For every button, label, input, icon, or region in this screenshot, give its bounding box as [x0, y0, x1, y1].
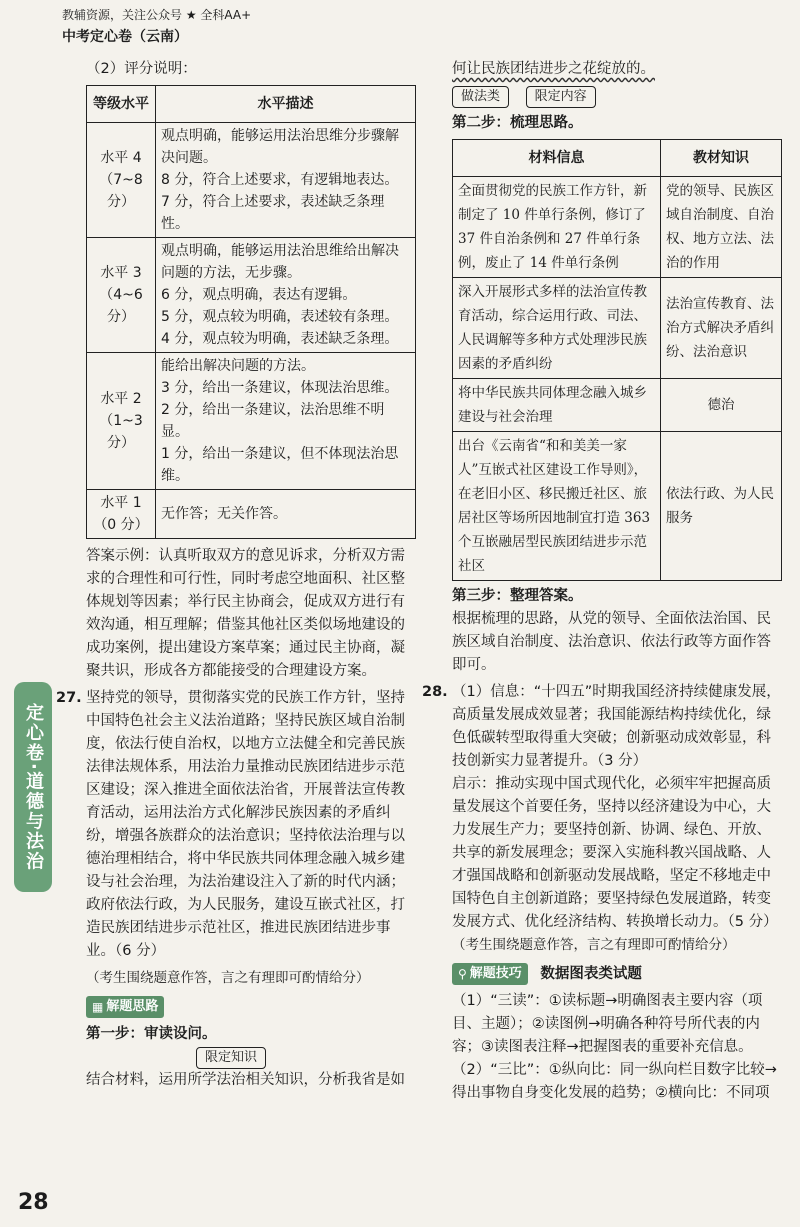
description-line: 观点明确，能够运用法治思维分步骤解决问题。: [161, 128, 399, 166]
question-27-answer: 坚持党的领导，贯彻落实党的民族工作方针，坚持中国特色社会主义法治道路；坚持民族区域自治制度，依法行使自治权，以地方立法健全和完善民族法律法规体系，用法治力量推动民族团结进步示范区建设；深入推进全面依法治省，开展普法宣传教育活动，运用法治方式化解涉民族因素的矛盾纠纷，增强各族群众的法治意识；坚持依法治理与以德治理相结合，将中华民族共同体理念融入城乡建设与社会治理，为法治建设注入了新的时代内涵；政府依法行政，为人民服务，建设互嵌式社区，打造民族团结进步示范社区，推进民族团结进步事业。（6 分）: [86, 690, 405, 959]
material-info-cell: 深入开展形式多样的法治宣传教育活动，综合运用行政、司法、人民调解等多种方式处理涉民族因素的矛盾纠纷: [453, 278, 661, 379]
level-cell: 水平 4 （7~8 分）: [87, 123, 156, 238]
skill-badge: [452, 963, 528, 985]
level-cell: 水平 1 （0 分）: [87, 490, 156, 539]
question-28: [422, 681, 782, 934]
continued-text: 何让民族团结进步之花绽放的。: [452, 61, 655, 77]
step-3-title: 第三步：整理答案。: [452, 588, 583, 604]
table-header-row: [87, 86, 416, 123]
grading-note: （考生围绕题意作答，言之有理即可酌情给分）: [86, 970, 370, 986]
material-table: [452, 139, 782, 581]
description-line: 能给出解决问题的方法。: [161, 358, 315, 374]
right-column: [422, 58, 782, 1105]
material-info-cell: 将中华民族共同体理念融入城乡建设与社会治理: [453, 379, 661, 432]
description-line: 观点明确，能够运用法治思维给出解决问题的方法，无步骤。: [161, 243, 399, 281]
level-cell: 水平 2 （1~3 分）: [87, 353, 156, 490]
scoring-table-body: [87, 123, 416, 539]
step-1-title: 第一步：审读设问。: [86, 1026, 217, 1042]
skill-title: 数据图表类试题: [540, 966, 642, 982]
textbook-knowledge-cell: 法治宣传教育、法治方式解决矛盾纠纷、法治意识: [661, 278, 782, 379]
table-header: 材料信息: [453, 140, 661, 177]
table-row: [453, 177, 782, 278]
table-row: [87, 353, 416, 490]
textbook-knowledge-cell: 依法行政、为人民服务: [661, 432, 782, 581]
knowledge-tag-row: [86, 1046, 416, 1069]
step-3-text: 根据梳理的思路，从党的领导、全面依法治国、民族区域自治制度、法治意识、依法行政等方面作答即可。: [452, 611, 771, 673]
table-row: [453, 432, 782, 581]
description-line: 2 分，给出一条建议，法治思维不明显。: [161, 402, 385, 440]
level-cell: 水平 3 （4~6 分）: [87, 238, 156, 353]
textbook-knowledge-cell: 德治: [661, 379, 782, 432]
description-line: 7 分，符合上述要求，表述缺乏条理性。: [161, 194, 385, 232]
skill-badge-label: 解题技巧: [469, 966, 522, 981]
description-cell: [156, 123, 416, 238]
solution-badge: [86, 996, 164, 1018]
description-cell: [156, 490, 416, 539]
step-2-title: 第二步：梳理思路。: [452, 115, 583, 131]
description-line: 4 分，观点较为明确，表述缺乏条理。: [161, 331, 399, 347]
question-number: 27.: [56, 690, 82, 706]
table-row: [87, 238, 416, 353]
method-tag: 做法类: [452, 86, 509, 108]
skill-point-2: （2）“三比”：①纵向比：同一纵向栏目数字比较→得出事物自身变化发展的趋势；②横向比：不同项: [452, 1062, 777, 1101]
description-line: 8 分，符合上述要求，有逻辑地表达。: [161, 172, 399, 188]
step-1-text: 结合材料，运用所学法治相关知识，分析我省是如: [86, 1072, 405, 1088]
knowledge-tag: 限定知识: [196, 1047, 266, 1069]
question-number: 28.: [422, 684, 448, 700]
material-info-cell: 出台《云南省“和和美美一家人”互嵌式社区建设工作导则》，在老旧小区、移民搬迁社区、旅居社区等场所因地制宜打造 363 个互嵌融居型民族团结进步示范社区: [453, 432, 661, 581]
table-header: 水平描述: [156, 86, 416, 123]
table-row: [87, 123, 416, 238]
skill-point-1: （1）“三读”：①读标题→明确图表主要内容（项目、主题）；②读图例→明确各种符号所代表的内容；③读图表注释→把握图表的重要补充信息。: [452, 993, 763, 1055]
note-icon: ▦: [92, 1000, 104, 1014]
material-info-cell: 全面贯彻党的民族工作方针，新制定了 10 件单行条例，修订了 37 件自治条例和 27 件单行条例，废止了 14 件单行条例: [453, 177, 661, 278]
solution-idea: [86, 996, 416, 1019]
material-table-body: [453, 177, 782, 581]
content-tag: 限定内容: [526, 86, 596, 108]
table-header: 等级水平: [87, 86, 156, 123]
description-line: 1 分，给出一条建议，但不体现法治思维。: [161, 446, 399, 484]
side-tab: 定心卷·道德与法治: [14, 682, 52, 892]
page-number: 28: [18, 1190, 49, 1215]
header-title: 中考定心卷（云南）: [62, 29, 188, 45]
table-header-row: [453, 140, 782, 177]
table-row: [87, 490, 416, 539]
question-27: [56, 687, 416, 963]
description-line: 3 分，给出一条建议，体现法治思维。: [161, 380, 399, 396]
description-line: 无作答；无关作答。: [161, 506, 287, 522]
skill-header: [452, 963, 782, 986]
question-28-part-2: 启示：推动实现中国式现代化，必须牢牢把握高质量发展这个首要任务，坚持以经济建设为中心，大力发展生产力；要坚持创新、协调、绿色、开放、共享的新发展理念；要深入实施科教兴国战略、人才强国战略和创新驱动发展战略，坚定不移地走中国特色自主创新道路；要坚持绿色发展道路，转变发展方式、优化经济结构、转换增长动力。（5 分）: [452, 776, 778, 930]
magnifier-icon: ⚲: [458, 967, 467, 981]
textbook-knowledge-cell: 党的领导、民族区域自治制度、自治权、地方立法、法治的作用: [661, 177, 782, 278]
question-tags: [452, 85, 782, 108]
table-header: 教材知识: [661, 140, 782, 177]
header-note: 教辅资源，关注公众号 ★ 全科AA+: [62, 8, 252, 22]
description-line: 5 分，观点较为明确，表述较有条理。: [161, 309, 399, 325]
grading-note: （考生围绕题意作答，言之有理即可酌情给分）: [452, 937, 736, 953]
answer-example: 答案示例：认真听取双方的意见诉求，分析双方需求的合理性和可行性，同时考虑空地面积、社区整体规划等因素；举行民主协商会，促成双方进行有效沟通，相互理解；借鉴其他社区类似场地建设的成功案例，提出建设方案草案；通过民主协商，凝聚共识，形成各方都能接受的合理建设方案。: [86, 548, 405, 679]
table-row: [453, 278, 782, 379]
scoring-table: [86, 85, 416, 539]
left-column: [56, 58, 416, 1092]
question-28-part-1: （1）信息：“十四五”时期我国经济持续健康发展，高质量发展成效显著；我国能源结构持续优化，绿色低碳转型取得重大突破；创新驱动成效彰显，科技创新实力显著提升。（3 分）: [452, 684, 781, 769]
table-row: [453, 379, 782, 432]
section-label: （2）评分说明：: [86, 61, 197, 77]
description-cell: [156, 238, 416, 353]
solution-badge-label: 解题思路: [106, 999, 159, 1014]
description-cell: [156, 353, 416, 490]
description-line: 6 分，观点明确，表达有逻辑。: [161, 287, 357, 303]
